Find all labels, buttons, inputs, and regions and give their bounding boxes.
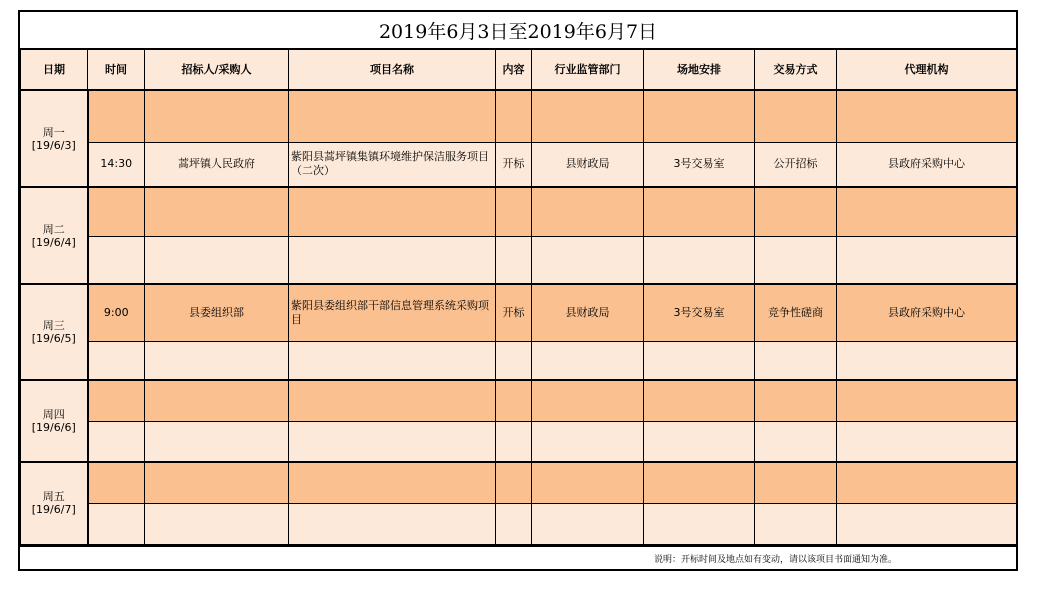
cell-time: 14:30 [88,142,145,187]
day-name: 周二 [42,222,65,236]
header-venue: 场地安排 [644,50,755,91]
cell-tenderer [145,462,289,503]
day-cell [21,284,88,380]
cell-method [755,236,837,284]
header-row [21,50,1017,91]
cell-content [496,380,532,421]
cell-dept [532,421,644,462]
table-row [21,462,1017,503]
day-cell [21,90,88,187]
cell-time [88,236,145,284]
cell-venue [644,187,755,236]
day-name: 周三 [42,319,65,332]
cell-tenderer [145,341,289,380]
cell-content [496,462,532,503]
cell-dept [532,236,644,284]
cell-time [88,421,145,462]
cell-dept [532,503,644,544]
cell-project [289,90,496,142]
day-name: 周五 [42,490,65,504]
cell-venue: 3号交易室 [644,284,755,341]
cell-method [755,187,837,236]
table-row [21,421,1017,462]
cell-content: 开标 [496,142,532,187]
cell-tenderer [145,187,289,236]
cell-method: 公开招标 [755,142,837,187]
cell-dept: 县财政局 [532,142,644,187]
cell-agency: 县政府采购中心 [837,142,1017,187]
cell-method [755,380,837,421]
day-cell [21,187,88,284]
cell-agency [837,341,1017,380]
cell-agency [837,236,1017,284]
cell-project [289,380,496,421]
cell-method [755,421,837,462]
header-method: 交易方式 [755,50,837,91]
cell-agency: 县政府采购中心 [837,284,1017,341]
header-content: 内容 [496,50,532,91]
cell-method [755,90,837,142]
day-date: [19/6/5] [31,332,76,345]
cell-content [496,236,532,284]
table-row [21,187,1017,236]
cell-tenderer: 县委组织部 [145,284,289,341]
cell-agency [837,503,1017,544]
table-row [21,236,1017,284]
cell-venue [644,341,755,380]
cell-content [496,503,532,544]
cell-project [289,462,496,503]
table-row [21,503,1017,544]
header-project: 项目名称 [289,50,496,91]
cell-project [289,187,496,236]
table-row [21,142,1017,187]
cell-venue [644,90,755,142]
header-date: 日期 [21,50,88,91]
day-date: [19/6/4] [31,235,76,249]
cell-venue [644,421,755,462]
cell-venue [644,380,755,421]
cell-time [88,90,145,142]
cell-venue [644,236,755,284]
page-title: 2019年6月3日至2019年6月7日 [20,12,1016,49]
schedule-sheet [18,10,1018,571]
day-name: 周四 [42,408,65,421]
cell-venue: 3号交易室 [644,142,755,187]
cell-tenderer [145,90,289,142]
cell-method [755,462,837,503]
cell-agency [837,421,1017,462]
cell-method: 竞争性磋商 [755,284,837,341]
table-row [21,90,1017,142]
cell-content [496,341,532,380]
header-dept: 行业监管部门 [532,50,644,91]
cell-project: 紫阳县蒿坪镇集镇环境维护保洁服务项目（二次） [289,142,496,187]
day-name: 周一 [42,125,65,139]
day-cell [21,462,88,544]
header-agency: 代理机构 [837,50,1017,91]
table-row [21,380,1017,421]
cell-tenderer [145,503,289,544]
cell-dept [532,187,644,236]
day-cell [21,380,88,462]
footer-note: 说明：开标时间及地点如有变动，请以该项目书面通知为准。 [654,555,898,565]
cell-time [88,380,145,421]
cell-project [289,236,496,284]
cell-method [755,341,837,380]
header-time: 时间 [88,50,145,91]
cell-tenderer [145,236,289,284]
cell-agency [837,90,1017,142]
cell-project [289,421,496,462]
header-tenderer: 招标人/采购人 [145,50,289,91]
table-row [21,341,1017,380]
cell-content [496,187,532,236]
cell-time [88,341,145,380]
cell-method [755,503,837,544]
day-date: [19/6/3] [31,138,76,152]
table-row [21,284,1017,341]
cell-agency [837,380,1017,421]
cell-content [496,421,532,462]
day-date: [19/6/7] [31,503,76,517]
cell-venue [644,503,755,544]
cell-time: 9:00 [88,284,145,341]
cell-venue [644,462,755,503]
footer [20,545,1016,569]
cell-tenderer [145,421,289,462]
cell-project [289,341,496,380]
cell-dept [532,462,644,503]
cell-dept [532,341,644,380]
cell-dept: 县财政局 [532,284,644,341]
schedule-table [20,49,1017,545]
cell-dept [532,90,644,142]
day-date: [19/6/6] [31,421,76,434]
cell-time [88,187,145,236]
cell-content: 开标 [496,284,532,341]
cell-agency [837,462,1017,503]
cell-dept [532,380,644,421]
cell-tenderer: 蒿坪镇人民政府 [145,142,289,187]
cell-project: 紫阳县委组织部干部信息管理系统采购项目 [289,284,496,341]
cell-time [88,462,145,503]
cell-content [496,90,532,142]
cell-project [289,503,496,544]
cell-tenderer [145,380,289,421]
cell-time [88,503,145,544]
cell-agency [837,187,1017,236]
